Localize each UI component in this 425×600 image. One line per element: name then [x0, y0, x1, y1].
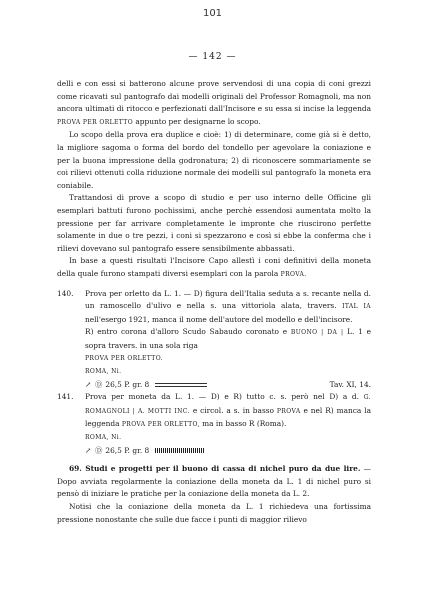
plate-reference: Tav. XI, 14. [329, 379, 371, 389]
section-69: 69. Studi e progetti per il buono di cassa di nichel puro da due lire. — Dopo avviata regolarmente la coniazione della moneta da L. 1 di nichel puro si pensò di iniziare le pratiche per la coniazione della moneta da L. 2. [57, 464, 371, 499]
catalog-entry-141 [57, 391, 371, 432]
entry-number: 141. [57, 392, 74, 402]
catalog-entry-140 [57, 288, 371, 327]
paragraph: delli e con essi si batterono alcune prove servendosi di una copia di coni grezzi come ricavati sul pantografo dai modelli originali del Professor Romagnoli, ma non ancora ultimati di ritocco e perfezionati dall'Incisore e su essa si incise la leggenda PROVA PER ORLETTO appunto per designarne lo scopo. [57, 79, 371, 126]
circle-d-icon: Ⓓ [95, 379, 103, 389]
entry-metrics [57, 379, 371, 392]
paragraph: Lo scopo della prova era duplice e cioè: 1) di determinare, come già si è detto, la migliore sagoma o forma del bordo del tondello per agevolare la coniazione e per la buona impressione della godronatura; 2) di riconoscere sommariamente se coi rilievi ottenuti colla riduzione normale dei modelli sul pantografo la moneta era coniabile. [57, 130, 371, 190]
section-title: 69. Studi e progetti per il buono di cassa di nichel puro da due lire. [69, 464, 361, 474]
circle-d-icon: Ⓓ [95, 445, 103, 455]
arrow-icon: ↗ [85, 445, 92, 455]
entry-mint: ROMA, Ni. [85, 368, 122, 376]
paragraph: In base a questi risultati l'Incisore Capo allestì i coni definitivi della moneta della quale furono stampati diversi esemplari con la parola PROVA. [57, 256, 371, 278]
entry-mint: ROMA, Ni. [85, 434, 122, 442]
entry-number: 140. [57, 288, 74, 298]
page-number: — 142 — [188, 52, 237, 62]
edge-rule-plain [155, 383, 207, 387]
entry-legend: PROVA PER ORLETTO. [85, 355, 163, 363]
entry-description: Prova per orletto da L. 1. — D) figura dell'Italia seduta a s. recante nella d. un ramoscello d'ulivo e nella s. una vittoriola alata, travers. ITAL IA nell'esergo 1921, manca il nome dell'autore del modello e dell'incisore. [85, 288, 371, 324]
paragraph: Notisi che la coniazione della moneta da L. 1 richiedeva una fortissima pressione nonostante che sulle due facce i punti di maggior rilievo [57, 502, 371, 524]
entry-reverse: R) entro corona d'alloro Scudo Sabaudo coronato e BUONO | DA | L. 1 e sopra travers. in una sola riga [85, 327, 371, 350]
entry-description: Prova per moneta da L. 1. — D) e R) tutto c. s. però nel D) a d. G. ROMAGNOLI | A. MOTTI INC. e circol. a s. in basso PROVA e nel R) manca la leggenda PROVA PER ORLETTO, ma in basso R (Roma). [85, 392, 371, 429]
arrow-icon: ↗ [85, 379, 92, 389]
scan-number: 101 [202, 8, 223, 19]
paragraph: Trattandosi di prove a scopo di studio e per uso interno delle Officine gli esemplari battuti furono pochissimi, anche perchè essendosi aumentata molto la pressione per far arrivare completamente le impronte che riuscirono perfette solamente in due o tre pezzi, i coni si spezzarono e così si ebbe la conferma che i rilievi dovevano sul pantografo essere sensibilmente abbassati. [57, 193, 371, 253]
edge-rule-milled [155, 448, 205, 453]
entry-weight: 26,5 P. gr. 8 [105, 379, 150, 389]
entry-metrics [57, 445, 371, 458]
body-text [57, 78, 371, 526]
entry-weight: 26,5 P. gr. 8 [105, 445, 150, 455]
